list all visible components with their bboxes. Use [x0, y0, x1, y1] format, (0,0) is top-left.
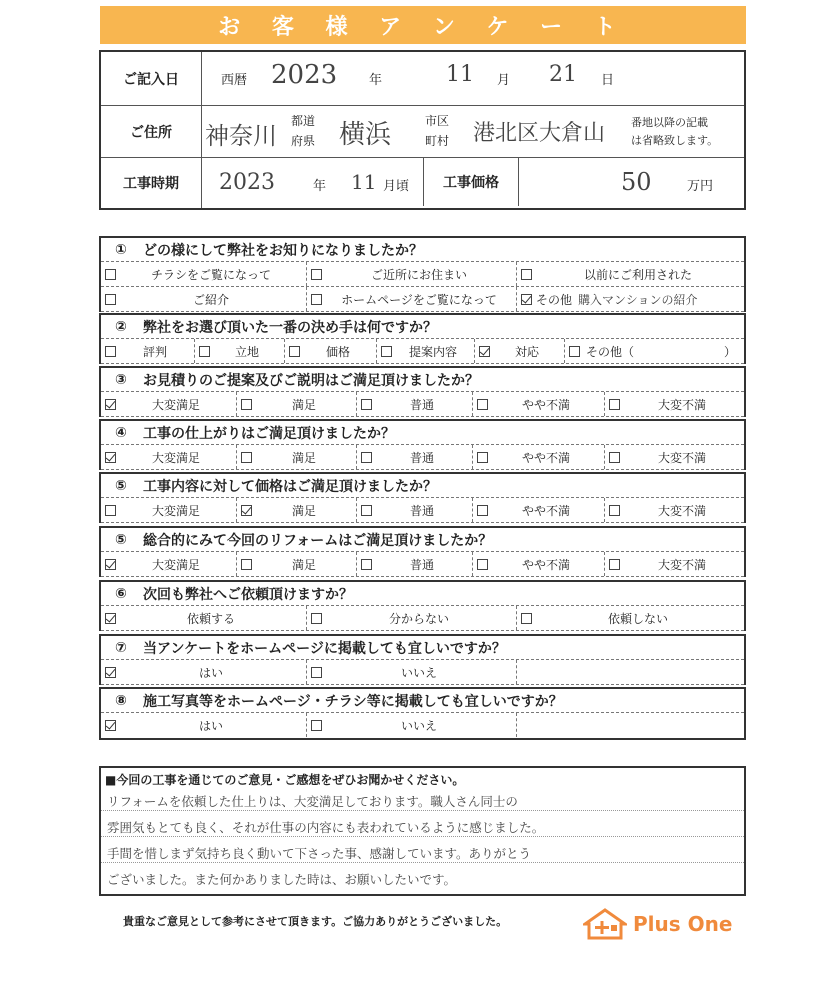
checkbox[interactable]	[609, 452, 620, 463]
option-label: 大変不満	[657, 503, 706, 518]
checkbox[interactable]	[241, 559, 252, 570]
option-satisfaction[interactable]	[101, 392, 237, 416]
checkbox[interactable]	[105, 346, 116, 357]
pref-unit-top: 都道	[291, 114, 316, 128]
checkbox[interactable]	[361, 559, 372, 570]
question-2-title	[101, 315, 744, 339]
option-other[interactable]	[517, 287, 744, 311]
question-number: ⑤	[115, 477, 127, 494]
question-6	[99, 580, 746, 631]
comment-heading: ■今回の工事を通じてのご意見・ご感想をぜひお聞かせください。	[105, 773, 465, 787]
option-no[interactable]	[307, 713, 517, 737]
option-label: 普通	[409, 503, 434, 518]
option-satisfaction[interactable]	[473, 445, 605, 469]
checkbox-checked[interactable]	[105, 667, 116, 678]
option-label: 立地	[234, 344, 259, 359]
option-flyer[interactable]	[101, 262, 307, 286]
option-label: ご近所にお住まい	[370, 267, 467, 282]
option-label: ご紹介	[192, 292, 229, 307]
option-label: 価格	[325, 344, 350, 359]
option-homepage[interactable]	[307, 287, 517, 311]
checkbox[interactable]	[105, 269, 116, 280]
option-row	[101, 552, 744, 577]
option-label: 評判	[142, 344, 167, 359]
option-row	[101, 339, 744, 364]
date-row	[101, 52, 744, 106]
address-note-2: は省略致します。	[631, 134, 719, 147]
checkbox[interactable]	[241, 399, 252, 410]
option-price[interactable]	[285, 339, 377, 363]
city-unit-top: 市区	[425, 114, 450, 128]
address-label: ご住所	[101, 106, 202, 157]
comment-rule	[101, 862, 744, 863]
option-row	[101, 498, 744, 523]
footer-thanks: 貴重なご意見として参考にさせて頂きます。ご協力ありがとうございました。	[123, 915, 508, 928]
question-title	[101, 528, 744, 552]
period-row	[101, 158, 744, 208]
option-label: いいえ	[400, 665, 437, 680]
checkbox[interactable]	[361, 505, 372, 516]
price-unit: 万円	[687, 179, 714, 194]
question-6-title	[101, 582, 744, 606]
date-month[interactable]: 11	[446, 62, 474, 87]
option-service[interactable]	[475, 339, 565, 363]
checkbox[interactable]	[361, 452, 372, 463]
option-will-request[interactable]	[101, 606, 307, 630]
era-label: 西暦	[221, 73, 248, 88]
comment-line-1[interactable]: リフォームを依頼した仕上りは、大変満足しております。職人さん同士の	[107, 794, 518, 809]
checkbox[interactable]	[311, 613, 322, 624]
option-label: 満足	[291, 557, 316, 572]
option-label: 提案内容	[408, 344, 457, 359]
option-satisfaction[interactable]	[101, 552, 237, 576]
option-label: いいえ	[400, 718, 437, 733]
option-satisfaction[interactable]	[237, 445, 357, 469]
question-number: ②	[115, 318, 127, 335]
option-label: 満足	[291, 450, 316, 465]
option-satisfaction[interactable]	[605, 392, 744, 416]
date-year[interactable]: 2023	[271, 60, 338, 90]
option-label: 大変満足	[151, 557, 200, 572]
option-label: 大変不満	[657, 557, 706, 572]
option-row	[101, 660, 744, 685]
question-title	[101, 421, 744, 445]
question-text: 弊社をお選び頂いた一番の決め手は何ですか？	[143, 319, 437, 336]
question-q5	[99, 472, 746, 523]
option-label: やや不満	[521, 450, 570, 465]
question-number: ①	[115, 241, 127, 258]
question-number: ④	[115, 424, 127, 441]
option-satisfaction[interactable]	[237, 552, 357, 576]
question-text: 工事の仕上がりはご満足頂けましたか？	[143, 425, 395, 442]
option-satisfaction[interactable]	[605, 552, 744, 576]
checkbox[interactable]	[477, 452, 488, 463]
address-pref[interactable]: 神奈川	[205, 122, 277, 150]
checkbox[interactable]	[289, 346, 300, 357]
question-number: ⑥	[115, 585, 127, 602]
checkbox-checked[interactable]	[521, 294, 532, 305]
pref-unit-bottom: 府県	[291, 134, 316, 148]
checkbox[interactable]	[199, 346, 210, 357]
checkbox[interactable]	[521, 613, 532, 624]
option-yes[interactable]	[101, 660, 307, 684]
address-note-1: 番地以降の記載	[631, 116, 708, 129]
date-day[interactable]: 21	[549, 62, 577, 87]
date-label: ご記入日	[101, 52, 202, 105]
option-satisfaction[interactable]	[605, 445, 744, 469]
plus-one-logo	[583, 908, 732, 940]
checkbox[interactable]	[609, 559, 620, 570]
checkbox[interactable]	[477, 399, 488, 410]
checkbox[interactable]	[609, 399, 620, 410]
city-unit-bottom: 町村	[425, 134, 450, 148]
option-no[interactable]	[307, 660, 517, 684]
question-q3	[99, 366, 746, 417]
checkbox[interactable]	[477, 505, 488, 516]
option-previous[interactable]	[517, 262, 744, 286]
option-satisfaction[interactable]	[101, 445, 237, 469]
option-will-not-request[interactable]	[517, 606, 744, 630]
question-title	[101, 368, 744, 392]
question-text: 当アンケートをホームページに掲載しても宜しいですか？	[143, 640, 506, 657]
checkbox[interactable]	[311, 294, 322, 305]
question-text: どの様にして弊社をお知りになりましたか？	[143, 242, 423, 259]
checkbox[interactable]	[609, 505, 620, 516]
month-unit: 月	[497, 73, 511, 88]
year-unit: 年	[369, 73, 383, 88]
question-7	[99, 634, 746, 685]
option-location[interactable]	[195, 339, 285, 363]
checkbox[interactable]	[105, 294, 116, 305]
option-label: 大変満足	[151, 397, 200, 412]
option-row	[101, 262, 744, 287]
question-7-title	[101, 636, 744, 660]
question-number: ⑧	[115, 692, 127, 709]
option-label: ホームページをご覧になって	[341, 292, 497, 307]
option-satisfaction[interactable]	[605, 498, 744, 522]
question-text: 次回も弊社へご依頼頂けますか？	[143, 586, 353, 603]
option-label: やや不満	[521, 557, 570, 572]
checkbox[interactable]	[381, 346, 392, 357]
checkbox[interactable]	[311, 269, 322, 280]
comment-section	[99, 766, 746, 896]
question-text: 総合的にみて今回のリフォームはご満足頂けましたか？	[143, 532, 493, 549]
option-satisfaction[interactable]	[357, 445, 473, 469]
option-satisfaction[interactable]	[357, 552, 473, 576]
question-text: 施工写真等をホームページ・チラシ等に掲載しても宜しいですか？	[143, 693, 563, 710]
option-label: はい	[198, 665, 223, 680]
address-row	[101, 106, 744, 158]
option-satisfaction[interactable]	[237, 392, 357, 416]
option-label: 依頼する	[186, 611, 235, 626]
address-city[interactable]: 横浜	[339, 120, 392, 150]
question-number: ③	[115, 371, 127, 388]
option-label: その他（	[586, 344, 635, 359]
comment-rule	[101, 836, 744, 837]
option-referral[interactable]	[101, 287, 307, 311]
question-1-title	[101, 238, 744, 262]
option-label: 普通	[409, 450, 434, 465]
comment-rule	[101, 810, 744, 811]
option-label: 満足	[291, 397, 316, 412]
other-text[interactable]: 購入マンションの紹介	[578, 292, 698, 307]
option-label: 満足	[291, 503, 316, 518]
day-unit: 日	[601, 73, 615, 88]
comment-line-4[interactable]: ございました。また何かありました時は、お願いしたいです。	[107, 872, 457, 887]
option-row	[101, 287, 744, 312]
checkbox[interactable]	[361, 399, 372, 410]
option-row	[101, 606, 744, 631]
checkbox-checked[interactable]	[105, 452, 116, 463]
survey-title: お 客 様 ア ン ケ ー ト	[100, 6, 746, 44]
option-label: 大変満足	[151, 503, 200, 518]
option-label: 大変不満	[657, 397, 706, 412]
option-yes[interactable]	[101, 713, 307, 737]
option-reputation[interactable]	[101, 339, 195, 363]
option-label: 以前にご利用された	[583, 267, 692, 282]
comment-line-2[interactable]: 雰囲気もとても良く、それが仕事の内容にも表われているように感じました。	[107, 820, 545, 835]
checkbox[interactable]	[477, 559, 488, 570]
checkbox[interactable]	[105, 505, 116, 516]
checkbox[interactable]	[311, 720, 322, 731]
question-number: ⑦	[115, 639, 127, 656]
option-satisfaction[interactable]	[357, 498, 473, 522]
option-other[interactable]	[565, 339, 744, 363]
period-year[interactable]: 2023	[219, 170, 275, 195]
option-label: 大変不満	[657, 450, 706, 465]
option-row	[101, 713, 744, 738]
option-label: やや不満	[521, 503, 570, 518]
checkbox-checked[interactable]	[105, 720, 116, 731]
option-label: やや不満	[521, 397, 570, 412]
option-satisfaction[interactable]	[101, 498, 237, 522]
checkbox-checked[interactable]	[105, 399, 116, 410]
option-satisfaction[interactable]	[473, 552, 605, 576]
checkbox-checked[interactable]	[479, 346, 490, 357]
question-title	[101, 474, 744, 498]
option-label: 依頼しない	[607, 611, 668, 626]
price-label: 工事価格	[423, 158, 519, 206]
option-unsure[interactable]	[307, 606, 517, 630]
option-label: 大変満足	[151, 450, 200, 465]
period-year-unit: 年	[313, 179, 327, 194]
checkbox-checked[interactable]	[241, 505, 252, 516]
option-satisfaction[interactable]	[473, 392, 605, 416]
question-text: お見積りのご提案及びご説明はご満足頂けましたか？	[143, 372, 479, 389]
option-label: 分からない	[388, 611, 449, 626]
question-number: ⑤	[115, 531, 127, 548]
period-month[interactable]: 11	[351, 170, 377, 194]
checkbox-checked[interactable]	[105, 613, 116, 624]
price-value[interactable]: 50	[621, 168, 652, 196]
question-8-title	[101, 689, 744, 713]
question-2	[99, 313, 746, 364]
option-satisfaction[interactable]	[473, 498, 605, 522]
address-street[interactable]: 港北区大倉山	[473, 121, 606, 146]
question-q5b	[99, 526, 746, 577]
option-neighbor[interactable]	[307, 262, 517, 286]
question-8	[99, 687, 746, 740]
option-satisfaction[interactable]	[357, 392, 473, 416]
option-proposal[interactable]	[377, 339, 475, 363]
house-plus-icon	[583, 908, 627, 940]
checkbox-checked[interactable]	[105, 559, 116, 570]
period-month-unit: 月頃	[383, 179, 410, 194]
paren-close: ）	[723, 344, 736, 359]
question-1	[99, 236, 746, 312]
option-label: その他	[536, 292, 573, 307]
logo-text: Plus One	[633, 912, 733, 936]
checkbox[interactable]	[521, 269, 532, 280]
checkbox[interactable]	[311, 667, 322, 678]
comment-line-3[interactable]: 手間を惜しまず気持ち良く動いて下さった事、感謝しています。ありがとう	[107, 846, 532, 861]
option-label: はい	[198, 718, 223, 733]
option-label: チラシをご覧になって	[150, 267, 271, 282]
question-q4	[99, 419, 746, 470]
checkbox[interactable]	[241, 452, 252, 463]
header-section	[99, 50, 746, 210]
option-satisfaction[interactable]	[237, 498, 357, 522]
option-label: 普通	[409, 557, 434, 572]
question-text: 工事内容に対して価格はご満足頂けましたか？	[143, 478, 437, 495]
option-row	[101, 445, 744, 470]
option-label: 普通	[409, 397, 434, 412]
option-label: 対応	[514, 344, 539, 359]
checkbox[interactable]	[569, 346, 580, 357]
option-row	[101, 392, 744, 417]
period-label: 工事時期	[101, 158, 202, 208]
